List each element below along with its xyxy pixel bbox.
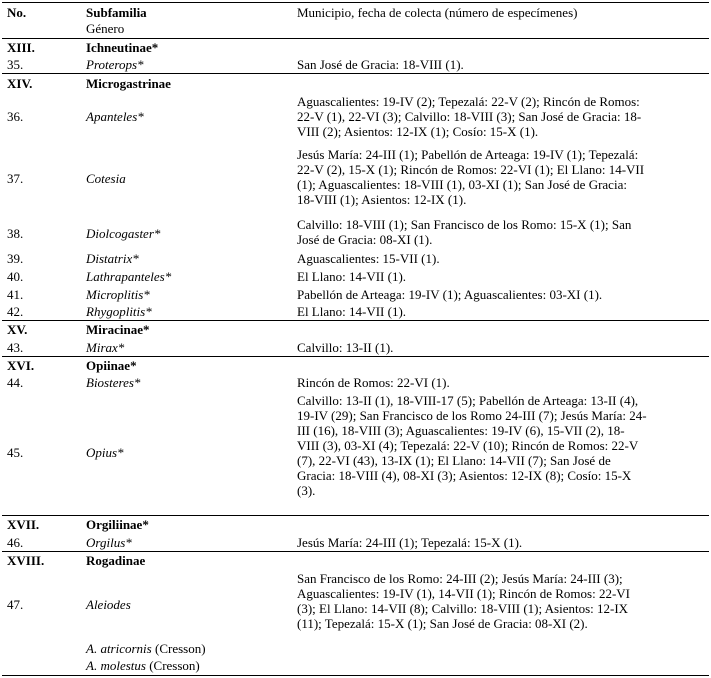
collection-records: Jesús María: 24-III (1); Pabellón de Arteaga: 19-IV (1); Tepezalá: 22-V (2), 15-X (1); Rincón de Romos: 22-VI (1); El Llano: 14-VII (1); Aguascalientes: 18-VIII (1), 03-XI (1); San José de Gracia: 18-VIII (1); Asientos: 12-IX (1). xyxy=(297,147,645,207)
genus-number: 47. xyxy=(7,597,24,612)
subfamily-number: XVIII. xyxy=(7,553,45,568)
section-rule xyxy=(2,515,709,516)
subfamily-name: Miracinae* xyxy=(86,322,150,337)
genus-number: 46. xyxy=(7,535,24,550)
table-top-rule xyxy=(2,2,709,3)
section-rule xyxy=(2,356,709,357)
genus-name: Orgilus* xyxy=(86,535,132,550)
collection-records: Jesús María: 24-III (1); Tepezalá: 15-X (1). xyxy=(297,535,523,550)
genus-number: 44. xyxy=(7,375,24,390)
collection-records: Calvillo: 13-II (1). xyxy=(297,340,394,355)
subfamily-name: Orgiliinae* xyxy=(86,517,149,532)
genus-number: 45. xyxy=(7,445,24,460)
collection-records: Aguascalientes: 15-VII (1). xyxy=(297,251,440,266)
species-name: A. molestus (Cresson) xyxy=(86,658,200,673)
genus-name: Biosteres* xyxy=(86,375,141,390)
genus-number: 36. xyxy=(7,109,24,124)
genus-number: 42. xyxy=(7,304,24,319)
subfamily-number: XVI. xyxy=(7,358,35,373)
header-genero: Género xyxy=(86,21,125,36)
genus-name: Lathrapanteles* xyxy=(86,269,172,284)
genus-number: 37. xyxy=(7,171,24,186)
section-rule xyxy=(2,320,709,321)
genus-number: 40. xyxy=(7,269,24,284)
collection-records: Calvillo: 18-VIII (1); San Francisco de los Romo: 15-X (1); San José de Gracia: 08-XI (1). xyxy=(297,217,632,247)
subfamily-name: Rogadinae xyxy=(86,553,146,568)
genus-name: Diolcogaster* xyxy=(86,226,161,241)
genus-number: 39. xyxy=(7,251,24,266)
genus-name: Aleiodes xyxy=(86,597,131,612)
header-no: No. xyxy=(7,5,27,20)
table-bottom-rule xyxy=(2,675,709,676)
genus-name: Microplitis* xyxy=(86,287,150,302)
collection-records: Calvillo: 13-II (1), 18-VIII-17 (5); Pabellón de Arteaga: 13-II (4), 19-IV (29); San Francisco de los Romo 24-III (7); Jesús María: 24- III (16), 18-VIII (3); Aguascalientes: 19-IV (6), 15-VII (2), 18- VIII (3), 03-XI (4); Tepezalá: 22-V (10); Rincón de Romos: 22-V (7), 22-VI (43), 13-IX (1); El Llano: 14-VII (7); San José de Gracia: 18-VIII (4), 08-XI (3); Asientos: 12-IX (8); Cosío: 15-X (3). xyxy=(297,393,647,498)
subfamily-number: XIV. xyxy=(7,76,33,91)
genus-name: Opius* xyxy=(86,445,124,460)
header-bottom-rule xyxy=(2,38,709,39)
subfamily-name: Opiinae* xyxy=(86,358,137,373)
collection-records: Pabellón de Arteaga: 19-IV (1); Aguascalientes: 03-XI (1). xyxy=(297,287,603,302)
collection-records: El Llano: 14-VII (1). xyxy=(297,269,407,284)
header-subfamilia: Subfamilia xyxy=(86,5,147,20)
species-name: A. atricornis (Cresson) xyxy=(86,641,206,656)
collection-records: El Llano: 14-VII (1). xyxy=(297,304,407,319)
genus-number: 41. xyxy=(7,287,24,302)
section-rule xyxy=(2,551,709,552)
collection-records: San Francisco de los Romo: 24-III (2); Jesús María: 24-III (3); Aguascalientes: 19-IV (1), 14-VII (1); Rincón de Romos: 22-VI (3); El Llano: 14-VII (8); Calvillo: 18-VIII (1); Asientos: 12-IX (11); Tepezalá: 15-X (1); San José de Gracia: 08-XI (2). xyxy=(297,571,630,631)
collection-records: San José de Gracia: 18-VIII (1). xyxy=(297,57,464,72)
genus-name: Rhygoplitis* xyxy=(86,304,152,319)
genus-number: 43. xyxy=(7,340,24,355)
genus-name: Cotesia xyxy=(86,171,126,186)
subfamily-number: XIII. xyxy=(7,40,35,55)
genus-number: 35. xyxy=(7,57,24,72)
subfamily-name: Microgastrinae xyxy=(86,76,171,91)
subfamily-number: XV. xyxy=(7,322,28,337)
collection-records: Rincón de Romos: 22-VI (1). xyxy=(297,375,450,390)
genus-number: 38. xyxy=(7,226,24,241)
genus-name: Mirax* xyxy=(86,340,125,355)
genus-name: Distatrix* xyxy=(86,251,139,266)
genus-name: Apanteles* xyxy=(86,109,144,124)
header-municipio: Municipio, fecha de colecta (número de especímenes) xyxy=(297,5,578,20)
collection-records: Aguascalientes: 19-IV (2); Tepezalá: 22-V (2); Rincón de Romos: 22-V (1), 22-VI (3); Calvillo: 18-VIII (3); San José de Gracia: 18- VIII (2); Asientos: 12-IX (1); Cosío: 15-X (1). xyxy=(297,94,642,139)
genus-name: Proterops* xyxy=(86,57,144,72)
section-rule xyxy=(2,73,709,74)
subfamily-number: XVII. xyxy=(7,517,40,532)
subfamily-name: Ichneutinae* xyxy=(86,40,159,55)
